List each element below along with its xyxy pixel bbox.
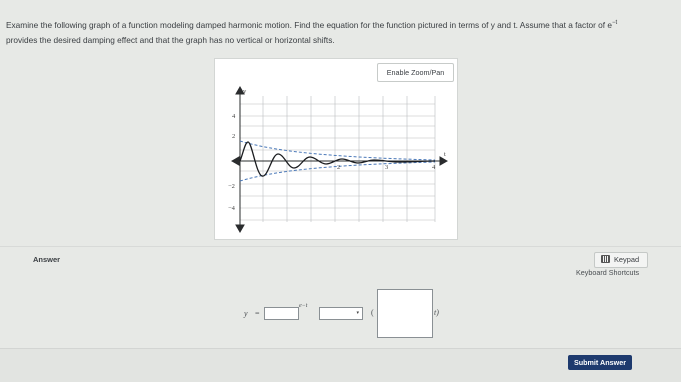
keypad-label: Keypad — [614, 255, 640, 264]
trig-function-select[interactable] — [319, 307, 363, 320]
right-paren: t) — [434, 308, 439, 317]
divider — [0, 246, 681, 247]
enable-zoom-button[interactable]: Enable Zoom/Pan — [377, 63, 454, 82]
equals-sign: = — [255, 309, 260, 318]
upper-envelope — [240, 141, 435, 160]
question-main: Examine the following graph of a function modeling damped harmonic motion. Find the equation for the function pictured in terms of y and t. Assume that a factor of e — [6, 19, 613, 30]
x-tick-4: 4 — [432, 164, 436, 171]
chevron-down-icon: ▾ — [356, 311, 359, 316]
y-tick-4: 4 — [232, 113, 236, 120]
x-tick-2: 2 — [337, 164, 341, 171]
left-paren: ( — [371, 308, 374, 317]
exponent-text: −t — [612, 20, 618, 26]
keypad-button[interactable] — [594, 252, 648, 268]
y-tick-neg4: −4 — [228, 205, 235, 212]
x-axis-label: t — [444, 151, 446, 158]
y-variable: y — [244, 309, 248, 318]
frequency-input[interactable] — [377, 289, 433, 338]
y-tick-neg2: −2 — [228, 183, 235, 190]
submit-answer-button[interactable]: Submit Answer — [568, 355, 632, 370]
y-tick-2: 2 — [232, 133, 236, 140]
x-tick-3: 3 — [385, 164, 389, 171]
answer-equation — [0, 288, 681, 338]
amplitude-input[interactable] — [264, 307, 299, 320]
graph-plot[interactable] — [214, 84, 454, 234]
keyboard-shortcuts-link[interactable]: Keyboard Shortcuts — [576, 268, 640, 277]
question-cont: provides the desired damping effect and that the graph has no vertical or horizontal shifts. — [6, 34, 335, 45]
question-text — [6, 16, 678, 48]
y-axis-label: y — [243, 88, 247, 95]
answer-label: Answer — [33, 255, 61, 264]
keypad-icon — [601, 255, 610, 263]
exponential-factor: e−t — [299, 303, 308, 309]
